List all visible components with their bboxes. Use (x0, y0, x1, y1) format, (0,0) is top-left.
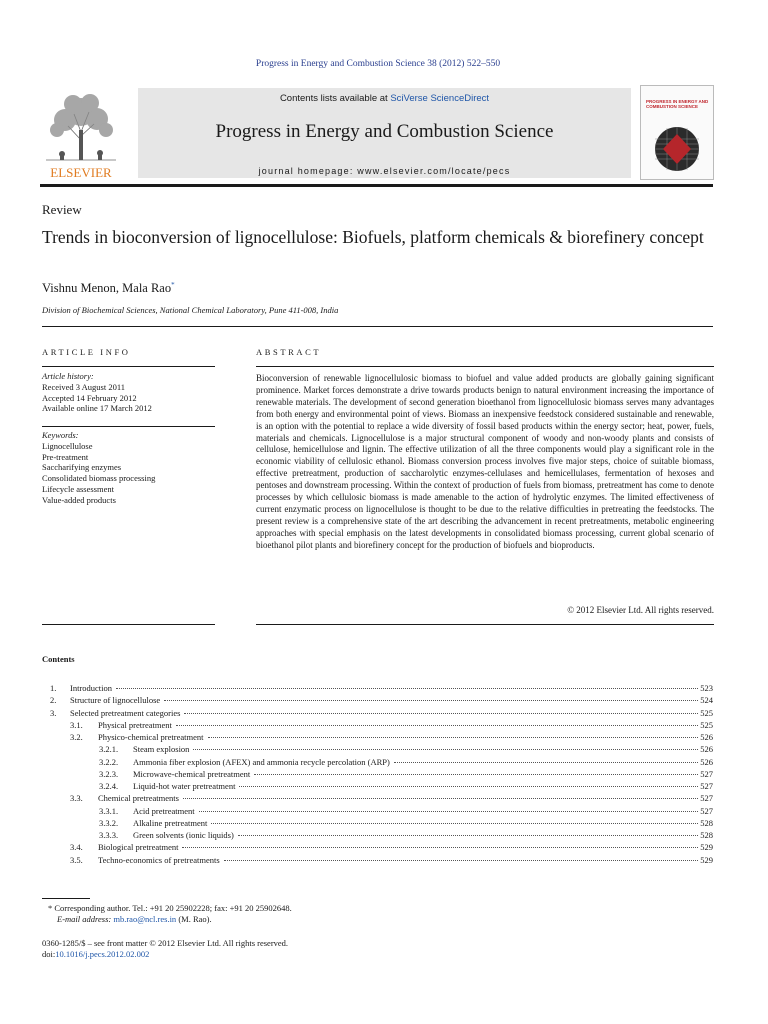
toc-leader-dots (238, 825, 698, 836)
toc-leader-dots (183, 788, 698, 799)
elsevier-wordmark: ELSEVIER (50, 165, 112, 180)
elsevier-logo (40, 90, 122, 180)
article-info-rule (42, 366, 215, 367)
author-affiliation: Division of Biochemical Sciences, National Chemical Laboratory, Pune 411-008, India (42, 305, 339, 315)
toc-entry-number: 3.5. (70, 854, 83, 865)
doi-label: doi: (42, 949, 56, 959)
toc-entry-page[interactable]: 526 (700, 744, 713, 755)
toc-entry-number: 1. (50, 683, 57, 693)
toc-entry-title[interactable]: Green solvents (ionic liquids) (133, 830, 234, 840)
article-info-heading: ARTICLE INFO (42, 347, 131, 357)
article-history (42, 371, 215, 414)
toc-entry-page[interactable]: 527 (700, 793, 713, 804)
article-title: Trends in bioconversion of lignocellulose: Biofuels, platform chemicals & biorefinery concept (42, 227, 704, 247)
keyword-item: Pre-treatment (42, 451, 89, 462)
history-accepted: Accepted 14 February 2012 (42, 392, 137, 403)
toc-leader-dots (182, 837, 698, 848)
toc-entry-page[interactable]: 528 (700, 817, 713, 828)
abstract-rule (256, 366, 714, 367)
toc-entry-number: 3.2.3. (99, 768, 119, 779)
footnote-rule (42, 898, 90, 899)
keyword-item: Lifecycle assessment (42, 483, 114, 494)
toc-entry-number: 3.2.4. (99, 781, 119, 791)
toc-entry-page[interactable]: 527 (700, 781, 713, 791)
toc-entry[interactable] (70, 852, 713, 864)
toc-entry-title[interactable]: Liquid-hot water pretreatment (133, 781, 236, 791)
toc-entry-title[interactable]: Techno-economics of pretreatments (98, 854, 220, 865)
divider-rule (42, 326, 713, 327)
journal-title: Progress in Energy and Combustion Science (215, 121, 554, 142)
toc-entry-title[interactable]: Ammonia fiber explosion (AFEX) and ammonia recycle percolation (ARP) (133, 756, 390, 767)
toc-leader-dots (224, 850, 699, 861)
footnote-corresponding (48, 903, 292, 913)
article-info-bottom-rule (42, 624, 215, 625)
journal-reference[interactable]: Progress in Energy and Combustion Science 38 (2012) 522–550 (255, 59, 501, 69)
toc-entry-page[interactable]: 528 (700, 830, 713, 840)
toc-entry-title[interactable]: Microwave-chemical pretreatment (133, 768, 251, 779)
toc-entry-page[interactable]: 524 (700, 695, 713, 706)
header-rule (40, 184, 713, 187)
toc-entry-page[interactable]: 526 (700, 732, 713, 742)
abstract-copyright: © 2012 Elsevier Ltd. All rights reserved. (567, 605, 714, 615)
toc-entry-page[interactable]: 529 (700, 842, 713, 853)
article-history-rule (42, 426, 215, 427)
toc-entry-number: 3.2.2. (99, 756, 119, 767)
toc-leader-dots (116, 678, 698, 689)
email-label: E-mail address: (57, 914, 114, 924)
keyword-item: Saccharifying enzymes (42, 462, 122, 473)
toc-entry-page[interactable]: 527 (700, 805, 713, 816)
toc-leader-dots (164, 690, 698, 701)
sciencedirect-link[interactable]: SciVerse ScienceDirect (390, 93, 490, 104)
toc-entry-page[interactable]: 529 (700, 854, 713, 865)
toc-leader-dots (184, 703, 698, 714)
email-suffix: (M. Rao). (176, 914, 212, 924)
toc-entry-page[interactable]: 523 (700, 683, 713, 693)
toc-entry-title[interactable]: Steam explosion (133, 744, 190, 755)
toc-leader-dots (211, 813, 698, 824)
toc-leader-dots (208, 727, 699, 738)
toc-entry-title[interactable]: Chemical pretreatments (98, 793, 179, 804)
toc-entry-title[interactable]: Biological pretreatment (98, 842, 179, 853)
toc-entry-number: 3.3. (70, 793, 83, 804)
toc-leader-dots (239, 776, 698, 787)
corresponding-author-mark[interactable]: * (171, 281, 175, 289)
toc-entry-number: 3.2. (70, 732, 83, 742)
toc-entry-title[interactable]: Alkaline pretreatment (133, 817, 208, 828)
toc-entry-number: 3.4. (70, 842, 83, 853)
email-link[interactable]: mb.rao@ncl.res.in (113, 914, 177, 924)
journal-cover-thumbnail[interactable] (640, 85, 714, 180)
toc-leader-dots (199, 801, 699, 812)
journal-homepage-link[interactable]: journal homepage: www.elsevier.com/locate/pecs (258, 166, 511, 176)
contents-available-text: Contents lists available at (279, 93, 391, 104)
history-received: Received 3 August 2011 (42, 381, 126, 392)
toc-entry-page[interactable]: 526 (700, 756, 713, 767)
article-authors (42, 281, 175, 296)
cover-art-icon (647, 124, 707, 174)
footnote-mark: * (48, 903, 53, 913)
toc-entry-title[interactable]: Physico-chemical pretreatment (98, 732, 204, 742)
toc-entry-number: 3. (50, 707, 57, 718)
toc-leader-dots (254, 764, 698, 775)
toc-entry-title[interactable]: Physical pretreatment (98, 719, 172, 730)
front-matter-issn: 0360-1285/$ – see front matter © 2012 Elsevier Ltd. All rights reserved. (42, 938, 289, 948)
abstract-heading: ABSTRACT (256, 347, 322, 357)
keywords-block (42, 430, 215, 506)
toc-entry-title[interactable]: Selected pretreatment categories (70, 707, 181, 718)
keyword-item: Lignocellulose (42, 440, 93, 451)
toc-entry-title[interactable]: Acid pretreatment (133, 805, 195, 816)
history-online: Available online 17 March 2012 (42, 403, 152, 414)
abstract-bottom-rule (256, 624, 714, 625)
article-history-label: Article history: (42, 371, 94, 381)
elsevier-tree-icon (40, 90, 122, 180)
contents-heading: Contents (42, 654, 75, 664)
toc-entry-page[interactable]: 525 (700, 719, 713, 730)
toc-entry-title[interactable]: Structure of lignocellulose (70, 695, 161, 706)
toc-entry-page[interactable]: 527 (700, 768, 713, 779)
footnote-contact: Corresponding author. Tel.: +91 20 25902228; fax: +91 20 25902648. (54, 903, 292, 913)
toc-entry-number: 3.2.1. (99, 744, 119, 755)
keyword-item: Consolidated biomass processing (42, 473, 156, 484)
journal-banner (138, 88, 631, 178)
toc-leader-dots (193, 739, 698, 750)
toc-entry-number: 2. (50, 695, 57, 706)
toc-entry-number: 3.3.2. (99, 817, 119, 828)
toc-entry-number: 3.1. (70, 719, 83, 730)
toc-leader-dots (176, 715, 698, 726)
keywords-label: Keywords: (42, 430, 79, 440)
front-matter-doi (42, 949, 149, 959)
footnote-email (57, 914, 212, 924)
toc-entry-page[interactable]: 525 (700, 707, 713, 718)
abstract-text: Bioconversion of renewable lignocellulosic biomass to biofuel and value added products are globally gaining significant prominence. Market forces demonstrate a drive towards products benign to natural environment increasing the importance of renewable materials. The development of second generation bioethanol from lignocellulosic biomass serves many advantages from both energy and environmental point of views. Biomass an inexpensive feedstock considered sustainable and renewable, is an option with the potential to replace a wide diversity of fossil based products within the energy sector; heat, power, fuels, materials and chemicals. Lignocellulose is a major structural component of woody and non-woody plants and consists of cellulose, hemicellulose and lignin. The effective utilization of all the three components would play a significant role in the economic viability of cellulosic ethanol. Biomass conversion process involves five major steps, choice of suitable biomass, effective pretreatment, production of saccharolytic enzymes-cellulases and hemicellulases, fermentation of hexoses and pentoses and downstream processing. Within the context of production of fuels from biomass, pretreatment has come to denote processes by which cellulosic biomass is made amenable to the action of hydrolytic enzymes. The limited effectiveness of current enzymatic process on lignocellulose is thought to be due to the relative difficulties in pretreating the feedstocks. The present review is a comprehensive state of the art describing the advancement in recent pretreatments, metabolic engineering approaches with special emphasis on the latest developments in consolidated biomass processing, current global scenario of bioethanol pilot plants and biorefinery concept for the production of biofuels and bioproducts. (256, 373, 714, 550)
article-type: Review (42, 202, 82, 217)
doi-link[interactable]: 10.1016/j.pecs.2012.02.002 (55, 949, 150, 959)
contents-available-line (138, 93, 631, 104)
author-names: Vishnu Menon, Mala Rao (42, 281, 172, 296)
cover-title: PROGRESS IN ENERGY AND COMBUSTION SCIENCE (646, 99, 709, 109)
toc-entry-title[interactable]: Introduction (70, 683, 113, 693)
toc-leader-dots (394, 752, 698, 763)
toc-entry-number: 3.3.1. (99, 805, 119, 816)
keyword-item: Value-added products (42, 494, 116, 505)
toc-entry-number: 3.3.3. (99, 830, 119, 840)
